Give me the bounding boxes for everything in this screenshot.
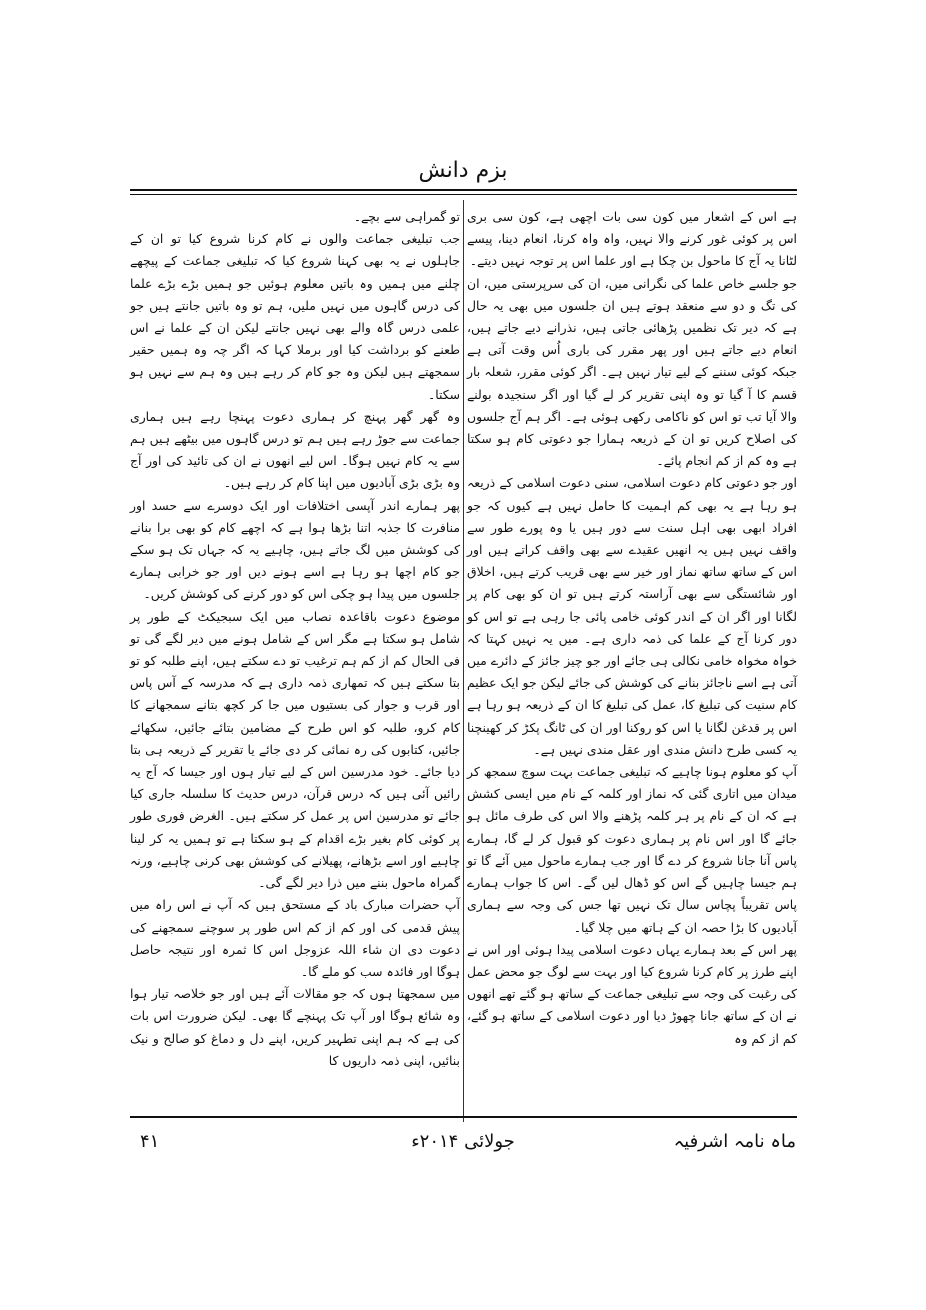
page-number: ۴۱ xyxy=(140,1131,160,1152)
paragraph: وہ گھر گھر پہنچ کر ہماری دعوت پہنچا رہے ہیں ہماری جماعت سے جوڑ رہے ہیں ہم تو درس گاہوں میں بیٹھے ہیں ہم سے یہ کام نہیں ہوگا۔ اس لیے انھوں نے ان کی تائید کی اور آج وہ بڑی بڑی آبادیوں میں اپنا کام کر رہے ہیں۔ xyxy=(130,408,460,491)
paragraph: ہے اس کے اشعار میں کون سی بات اچھی ہے، کون سی بری اس پر کوئی غور کرنے والا نہیں، واہ واہ کرنا، انعام دینا، پیسے لٹانا یہ آج کا ماحول بن چکا ہے اور علما اس پر توجہ نہیں دیتے۔ xyxy=(467,209,797,269)
paragraph: موضوع دعوت باقاعدہ نصاب میں ایک سبجیکٹ کے طور پر شامل ہو سکتا ہے مگر اس کے شامل ہونے میں دیر لگے گی تو فی الحال کم از کم ہم ترغیب تو دے سکتے ہیں، اپنے طلبہ کو تو بتا سکتے ہیں کہ تمھاری ذمہ داری ہے کہ مدرسہ کے آس پاس اور قرب و جوار کی بستیوں میں جا کر کچھ بتانے سمجھانے کا کام کرو، طلبہ کو اس طرح کے مضامین بتائے جائیں، سکھائے جائیں، کتابوں کی رہ نمائی کر دی جائے یا تقریر کے ذریعہ ہی بتا دیا جائے۔ خود مدرسین اس کے لیے تیار ہوں اور جیسا کہ آج یہ رائیں آئی ہیں کہ درس قرآن، درس حدیث کا سلسلہ جاری کیا جائے تو مدرسین اس پر عمل کر سکتے ہیں۔ الغرض فوری طور پر کوئی کام بغیر بڑے اقدام کے ہو سکتا ہے تو ہمیں یہ کر لینا چاہیے اور اسے بڑھانے، پھیلانے کی کوشش بھی کرنی چاہیے، ورنہ گمراہ ماحول بننے میں ذرا دیر لگے گی۔ xyxy=(130,608,460,891)
header-rule-thin xyxy=(130,194,797,195)
paragraph: پھر ہمارے اندر آپسی اختلافات اور ایک دوسرے سے حسد اور منافرت کا جذبہ اتنا بڑھا ہوا ہے کہ اچھے کام کو بھی برا بنانے کی کوشش میں لگ جاتے ہیں، چاہیے یہ کہ جہاں تک ہو سکے جو کام اچھا ہو رہا ہے اسے ہونے دیں اور جو خرابی ہمارے جلسوں میں پیدا ہو چکی اس کو دور کرنے کی کوشش کریں۔ xyxy=(130,497,460,602)
paragraph: پھر اس کے بعد ہمارے یہاں دعوت اسلامی پیدا ہوئی اور اس نے اپنے طرز پر کام کرنا شروع کیا اور بہت سے لوگ جو محض عمل کی رغبت کی وجہ سے تبلیغی جماعت کے ساتھ ہو گئے تھے انھوں نے ان کے ساتھ جانا چھوڑ دیا اور دعوت اسلامی کے ساتھ ہو گئے، کم از کم وہ xyxy=(467,941,797,1046)
issue-date: جولائی ۲۰۱۴ء xyxy=(411,1131,515,1152)
section-title: بزم دانش xyxy=(418,158,508,183)
footer-rule xyxy=(130,1116,797,1118)
paragraph: جو جلسے خاص علما کی نگرانی میں، ان کی سرپرستی میں، ان کی تگ و دو سے منعقد ہوتے ہیں ان جلسوں میں بھی یہ حال ہے کہ دیر تک نظمیں پڑھائی جاتی ہیں، نذرانے دیے جاتے ہیں، انعام دیے جاتے ہیں اور پھر مقرر کی باری اُس وقت آتی ہے جبکہ کوئی سننے کے لیے تیار نہیں ہے۔ اگر کوئی مقرر، شعلہ بار قسم کا آ گیا تو وہ اپنی تقریر کر لے گیا اور اگر سنجیدہ بولنے والا آیا تب تو اس کو ناکامی رکھی ہوئی ہے۔ اگر ہم آج جلسوں کی اصلاح کریں تو ان کے ذریعہ ہمارا جو دعوتی کام ہو سکتا ہے وہ کم از کم انجام پائے۔ xyxy=(467,275,797,469)
magazine-name: ماہ نامہ اشرفیہ xyxy=(673,1131,796,1152)
header-rule-thick xyxy=(130,189,797,191)
column-divider xyxy=(463,200,464,1122)
paragraph: آپ کو معلوم ہونا چاہیے کہ تبلیغی جماعت بہت سوچ سمجھ کر میدان میں اتاری گئی کہ نماز اور کلمہ کے نام میں ایسی کشش ہے کہ ان کے نام پر ہر کلمہ پڑھنے والا اس کی طرف مائل ہو جائے گا اور اس نام پر ہماری دعوت کو قبول کر لے گا، ہمارے پاس آنا جانا شروع کر دے گا اور جب ہمارے ماحول میں آئے گا تو ہم جیسا چاہیں گے اس کو ڈھال لیں گے۔ اس کا جواب ہمارے پاس تقریباً پچاس سال تک نہیں تھا جس کی وجہ سے ہماری آبادیوں کا بڑا حصہ ان کے ہاتھ میں چلا گیا۔ xyxy=(467,764,797,935)
paragraph: جب تبلیغی جماعت والوں نے کام کرنا شروع کیا تو ان کے جاہلوں نے یہ بھی کہنا شروع کیا کہ تبلیغی جماعت کے پیچھے چلنے میں ہمیں وہ باتیں معلوم ہوئیں جو ہمیں بڑے بڑے علما کی درس گاہوں میں نہیں ملیں، ہم تو وہ باتیں جانتے ہیں جو علمی درس گاہ والے بھی نہیں جانتے لیکن ان کے علما نے اس طعنے کو برداشت کیا اور برملا کہا کہ اگر چہ وہ ہمیں حقیر سمجھتے ہیں لیکن وہ جو کام کر رہے ہیں وہ ہم سے نہیں ہو سکتا۔ xyxy=(130,231,460,402)
left-column xyxy=(130,206,460,1072)
paragraph: اور جو دعوتی کام دعوت اسلامی، سنی دعوت اسلامی کے ذریعہ ہو رہا ہے یہ بھی کم اہمیت کا حامل نہیں ہے کیوں کہ جو افراد ابھی بھی اہل سنت سے دور ہیں یا وہ پورے طور سے واقف نہیں ہیں یہ انھیں عقیدے سے بھی واقف کراتے ہیں اور اس کے ساتھ ساتھ نماز اور خیر سے بھی قریب کرتے ہیں، اخلاق اور شائستگی سے بھی آراستہ کرتے ہیں تو ان کو بھی کام پر لگانا اور اگر ان کے اندر کوئی خامی پائی جا رہی ہے تو اس کو دور کرنا آج کے علما کی ذمہ داری ہے۔ میں یہ نہیں کہتا کہ خواہ مخواہ خامی نکالی ہی جائے اور جو چیز جائز کے دائرے میں آتی ہے اسے ناجائز بنانے کی کوشش کی جائے لیکن جو ایک عظیم کام سنیت کی تبلیغ کا، عمل کی تبلیغ کا ان کے ذریعہ ہو رہا ہے اس پر قدغن لگانا یا اس کو روکنا اور ان کی ٹانگ پکڑ کر کھینچنا یہ کسی طرح دانش مندی اور عقل مندی نہیں ہے۔ xyxy=(467,475,797,757)
paragraph: آپ حضرات مبارک باد کے مستحق ہیں کہ آپ نے اس راہ میں پیش قدمی کی اور کم از کم اس طور پر سوچنے سمجھنے کی دعوت دی ان شاء اللہ عزوجل اس کا ثمرہ اور نتیجہ حاصل ہوگا اور فائدہ سب کو ملے گا۔ xyxy=(130,897,460,979)
right-column xyxy=(467,206,797,1050)
paragraph: میں سمجھتا ہوں کہ جو مقالات آئے ہیں اور جو خلاصہ تیار ہوا وہ شائع ہوگا اور آپ تک پہنچے گا بھی۔ لیکن ضرورت اس بات کی ہے کہ ہم اپنی تطہیر کریں، اپنے دل و دماغ کو صالح و نیک بنائیں، اپنی ذمہ داریوں کا xyxy=(130,986,460,1068)
paragraph: تو گمراہی سے بچے۔ xyxy=(353,209,460,224)
